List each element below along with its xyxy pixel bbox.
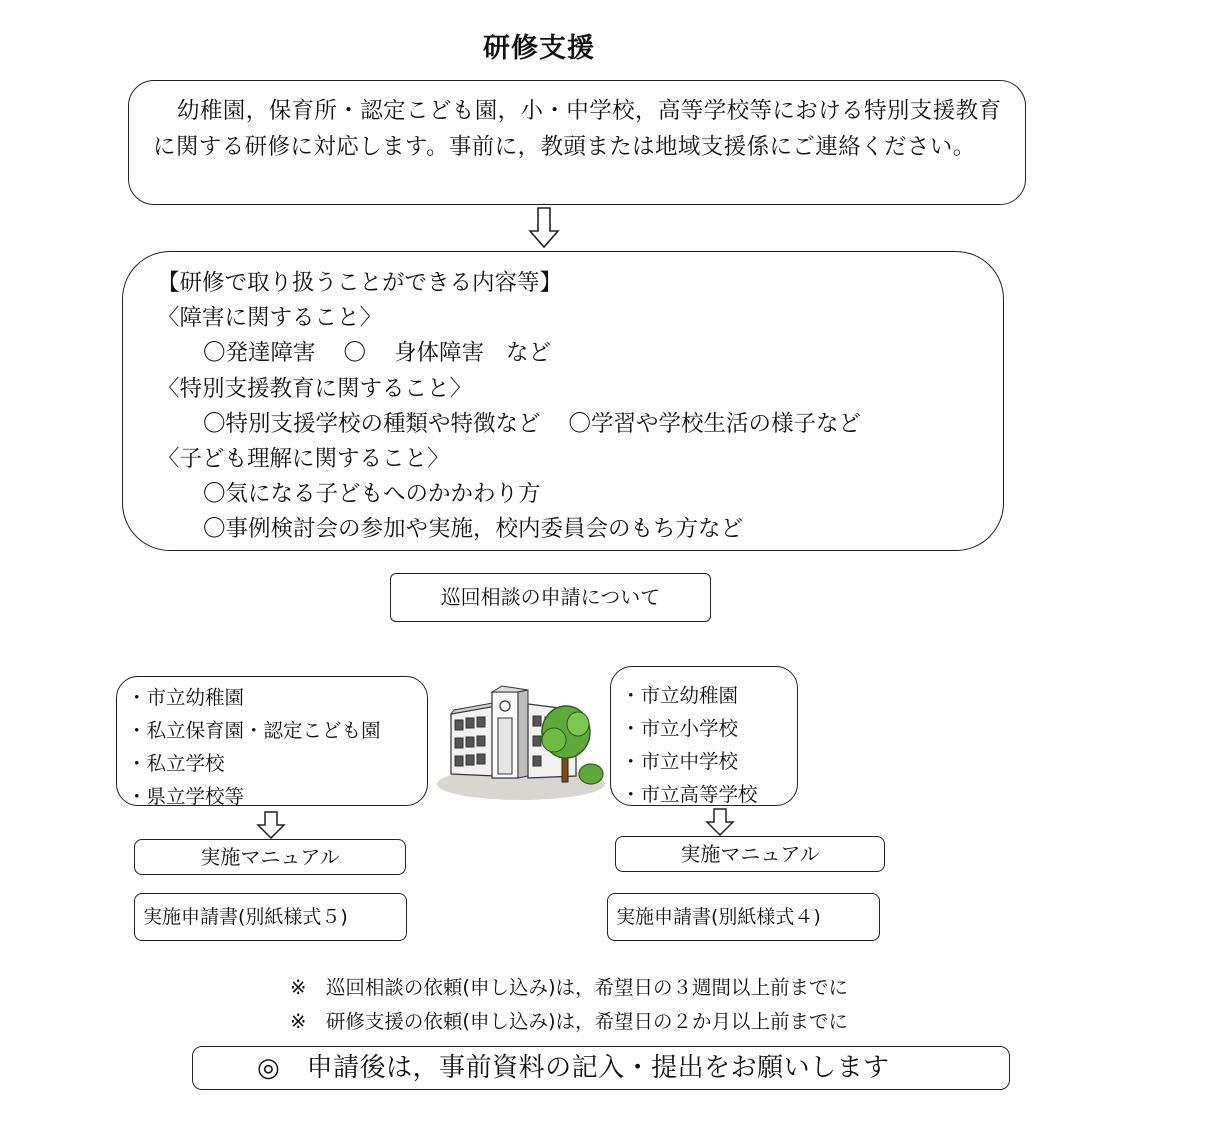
- school-building-icon: [436, 684, 606, 802]
- topics-heading: 【研修で取り扱うことができる内容等】: [157, 270, 563, 296]
- topic-item: 〇特別支援学校の種類や特徴など: [203, 410, 541, 437]
- implementation-manual-link-left[interactable]: 実施マニュアル: [134, 839, 406, 875]
- topic-item: 〇気になる子どもへのかかわり方: [203, 481, 541, 508]
- list-item: ・私立学校: [127, 752, 225, 775]
- topic-section-label: 〈特別支援教育に関すること〉: [157, 375, 473, 402]
- left-school-list: [116, 676, 428, 806]
- deadline-note: ※ 巡回相談の依頼(申し込み)は，希望日の３週間以上前までに: [290, 976, 849, 999]
- training-topics-box: [122, 251, 1004, 551]
- consult-application-label: 巡回相談の申請について: [390, 573, 711, 622]
- intro-text: 幼稚園，保育所・認定こども園，小・中学校，高等学校等における特別支援教育に関する研修に対応します。事前に，教頭または地域支援係にご連絡ください。: [153, 98, 1002, 160]
- topic-items-row: [157, 407, 1003, 442]
- list-item: ・私立保育園・認定こども園: [127, 719, 381, 742]
- down-arrow-icon: [528, 207, 560, 249]
- implementation-manual-link-right[interactable]: 実施マニュアル: [615, 836, 885, 872]
- final-notice: ◎ 申請後は，事前資料の記入・提出をお願いします: [192, 1046, 1010, 1090]
- topic-item: 〇発達障害: [203, 340, 316, 367]
- list-item: ・市立高等学校: [621, 783, 758, 806]
- topic-item: など: [506, 340, 552, 367]
- deadline-note: ※ 研修支援の依頼(申し込み)は，希望日の２か月以上前までに: [290, 1010, 849, 1033]
- list-item: ・県立学校等: [127, 785, 245, 808]
- list-item: ・市立中学校: [621, 750, 739, 773]
- down-arrow-icon: [256, 811, 286, 839]
- list-item: ・市立幼稚園: [127, 686, 245, 709]
- topic-item: 〇学習や学校生活の様子など: [568, 410, 862, 437]
- list-item: ・市立幼稚園: [621, 684, 739, 707]
- page-title: 研修支援: [483, 33, 595, 64]
- topic-item: 身体障害: [394, 340, 485, 367]
- down-arrow-icon: [705, 808, 735, 836]
- topic-section-label: 〈子ども理解に関すること〉: [157, 446, 450, 473]
- topic-items-row: [157, 336, 1003, 371]
- application-form-link-left[interactable]: 実施申請書(別紙様式５): [134, 893, 407, 941]
- application-form-link-right[interactable]: 実施申請書(別紙様式４): [607, 893, 880, 941]
- topic-item: 〇事例検討会の参加や実施，校内委員会のもち方など: [203, 516, 744, 543]
- right-school-list: [610, 666, 798, 806]
- topic-item: 〇: [343, 340, 367, 367]
- topic-section-label: 〈障害に関すること〉: [157, 305, 383, 332]
- list-item: ・市立小学校: [621, 717, 739, 740]
- intro-box: [128, 80, 1026, 205]
